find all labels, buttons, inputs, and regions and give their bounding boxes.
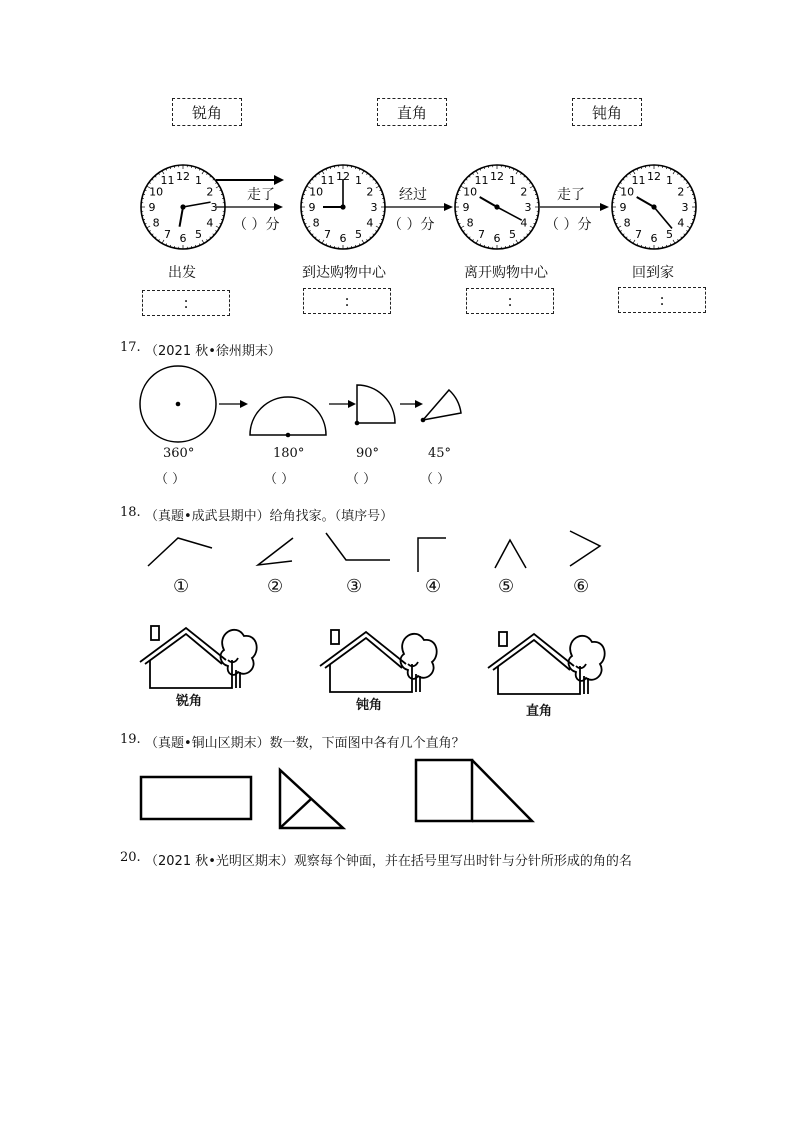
label-acute: 锐角	[191, 103, 222, 122]
clock-number: 2	[206, 185, 214, 199]
angle-label-3: ③	[346, 576, 363, 597]
blank-45: （ ）	[420, 472, 451, 487]
clock-number: 7	[164, 227, 171, 241]
clock-number: 3	[210, 201, 218, 214]
angle-5	[495, 540, 526, 568]
clock-number: 3	[681, 201, 689, 214]
clock-number: 7	[635, 227, 642, 241]
clock-number: 5	[355, 227, 362, 241]
place-departure: 出发	[168, 265, 196, 281]
clock-number: 10	[149, 185, 164, 199]
label-box-acute	[172, 98, 242, 126]
angle-label-2: ②	[267, 576, 284, 597]
clock-number: 6	[650, 232, 658, 245]
house-label-acute: 锐角	[176, 694, 203, 709]
clock-number: 5	[509, 227, 516, 241]
time-colon-3: :	[507, 292, 513, 310]
q18-number: 18.	[120, 505, 141, 520]
clock-number: 9	[308, 201, 316, 214]
q20-text: （2021 秋•光明区期末）观察每个钟面，并在括号里写出时针与分针所形成的角的名	[145, 854, 632, 869]
angle-label-5: ⑤	[498, 576, 515, 597]
clock-number: 10	[463, 185, 478, 199]
angle-4	[418, 538, 446, 572]
house-obtuse	[316, 624, 441, 699]
blank-180: （ ）	[264, 472, 295, 487]
label-right: 直角	[396, 103, 427, 122]
clock-departure	[138, 162, 228, 252]
q19-figures	[130, 755, 550, 835]
angle-label-1: ①	[173, 576, 190, 597]
time-colon-1: :	[183, 294, 189, 312]
blank-360: （ ）	[155, 472, 186, 487]
house-label-right: 直角	[526, 704, 553, 719]
deg-180: 180°	[273, 446, 305, 461]
clock-home	[609, 162, 699, 252]
hour-hand	[480, 197, 497, 207]
clock-number: 4	[366, 216, 374, 230]
time-box-2[interactable]	[303, 288, 391, 314]
clock-number: 11	[474, 174, 489, 188]
q17-number: 17.	[120, 340, 141, 355]
blank-minutes-2: （ ）分	[388, 217, 435, 233]
clock-number: 1	[509, 174, 516, 188]
house-label-obtuse: 钝角	[356, 698, 383, 713]
clock-number: 4	[520, 216, 528, 230]
q17-source: （2021 秋•徐州期末）	[145, 344, 281, 359]
half-circle	[250, 397, 326, 435]
clock-number: 4	[206, 216, 214, 230]
q20-number: 20.	[120, 850, 141, 865]
angle-label-4: ④	[425, 576, 442, 597]
angle-3	[326, 533, 390, 560]
time-box-4[interactable]	[618, 287, 706, 313]
clock-number: 10	[620, 185, 635, 199]
place-home: 回到家	[632, 265, 674, 281]
quarter-circle	[357, 385, 395, 423]
q19-text: （真题•铜山区期末）数一数，下面图中各有几个直角？	[145, 736, 465, 751]
clock-leave-mall	[452, 162, 542, 252]
clock-number: 11	[160, 174, 175, 188]
clock-number: 11	[320, 174, 335, 188]
minute-hand	[183, 202, 211, 207]
angle-6	[570, 531, 600, 566]
deg-45: 45°	[428, 446, 452, 461]
arrow-1-label: 走了	[247, 187, 275, 203]
minute-hand	[497, 207, 522, 220]
clock-number: 8	[152, 216, 160, 230]
clock-number: 9	[462, 201, 470, 214]
clock-number: 12	[647, 170, 661, 183]
clock-number: 1	[195, 174, 202, 188]
clock-number: 6	[339, 232, 347, 245]
q18-angles	[140, 528, 620, 578]
arrow-2-label: 经过	[399, 187, 427, 203]
place-leave-mall: 离开购物中心	[464, 265, 548, 281]
clock-number: 2	[520, 185, 528, 199]
clock-number: 5	[666, 227, 673, 241]
clock-number: 1	[666, 174, 673, 188]
clock-number: 3	[524, 201, 532, 214]
house-right	[484, 626, 609, 701]
minute-hand	[654, 207, 672, 228]
q17-figures	[130, 360, 480, 460]
clock-number: 5	[195, 227, 202, 241]
clock-number: 12	[336, 170, 350, 183]
label-box-right	[377, 98, 447, 126]
house-acute	[136, 620, 261, 695]
deg-90: 90°	[356, 446, 380, 461]
q18-text: （真题•成武县期中）给角找家。（填序号）	[145, 509, 394, 524]
arrow-3-label: 走了	[557, 187, 585, 203]
clock-number: 8	[466, 216, 474, 230]
right-triangle	[472, 760, 532, 821]
time-colon-4: :	[659, 291, 665, 309]
clock-number: 6	[493, 232, 501, 245]
clock-number: 6	[179, 232, 187, 245]
clock-number: 10	[309, 185, 324, 199]
clock-number: 1	[355, 174, 362, 188]
rectangle	[141, 777, 251, 819]
square	[416, 760, 472, 821]
clock-number: 7	[324, 227, 331, 241]
clock-number: 4	[677, 216, 685, 230]
eighth-circle	[423, 390, 461, 420]
clock-number: 9	[148, 201, 156, 214]
clock-number: 7	[478, 227, 485, 241]
clock-number: 8	[623, 216, 631, 230]
clock-number: 3	[370, 201, 378, 214]
arrow-1b	[216, 200, 286, 214]
angle-label-6: ⑥	[573, 576, 590, 597]
clock-number: 12	[490, 170, 504, 183]
clock-number: 9	[619, 201, 627, 214]
clock-number: 2	[366, 185, 374, 199]
clock-number: 12	[176, 170, 190, 183]
label-box-obtuse	[572, 98, 642, 126]
clock-number: 8	[312, 216, 320, 230]
angle-2	[258, 538, 293, 565]
clock-number: 2	[677, 185, 685, 199]
blank-90: （ ）	[346, 472, 377, 487]
clock-arrive-mall	[298, 162, 388, 252]
time-box-3[interactable]	[466, 288, 554, 314]
time-colon-2: :	[344, 292, 350, 310]
angle-1	[148, 538, 212, 566]
hour-hand	[637, 197, 654, 207]
place-arrive-mall: 到达购物中心	[302, 265, 386, 281]
deg-360: 360°	[163, 446, 195, 461]
clock-number: 11	[631, 174, 646, 188]
blank-minutes-1: （ ）分	[233, 217, 280, 233]
label-obtuse: 钝角	[591, 103, 622, 122]
q19-number: 19.	[120, 732, 141, 747]
hour-hand	[180, 207, 183, 227]
blank-minutes-3: （ ）分	[545, 217, 592, 233]
time-box-1[interactable]	[142, 290, 230, 316]
